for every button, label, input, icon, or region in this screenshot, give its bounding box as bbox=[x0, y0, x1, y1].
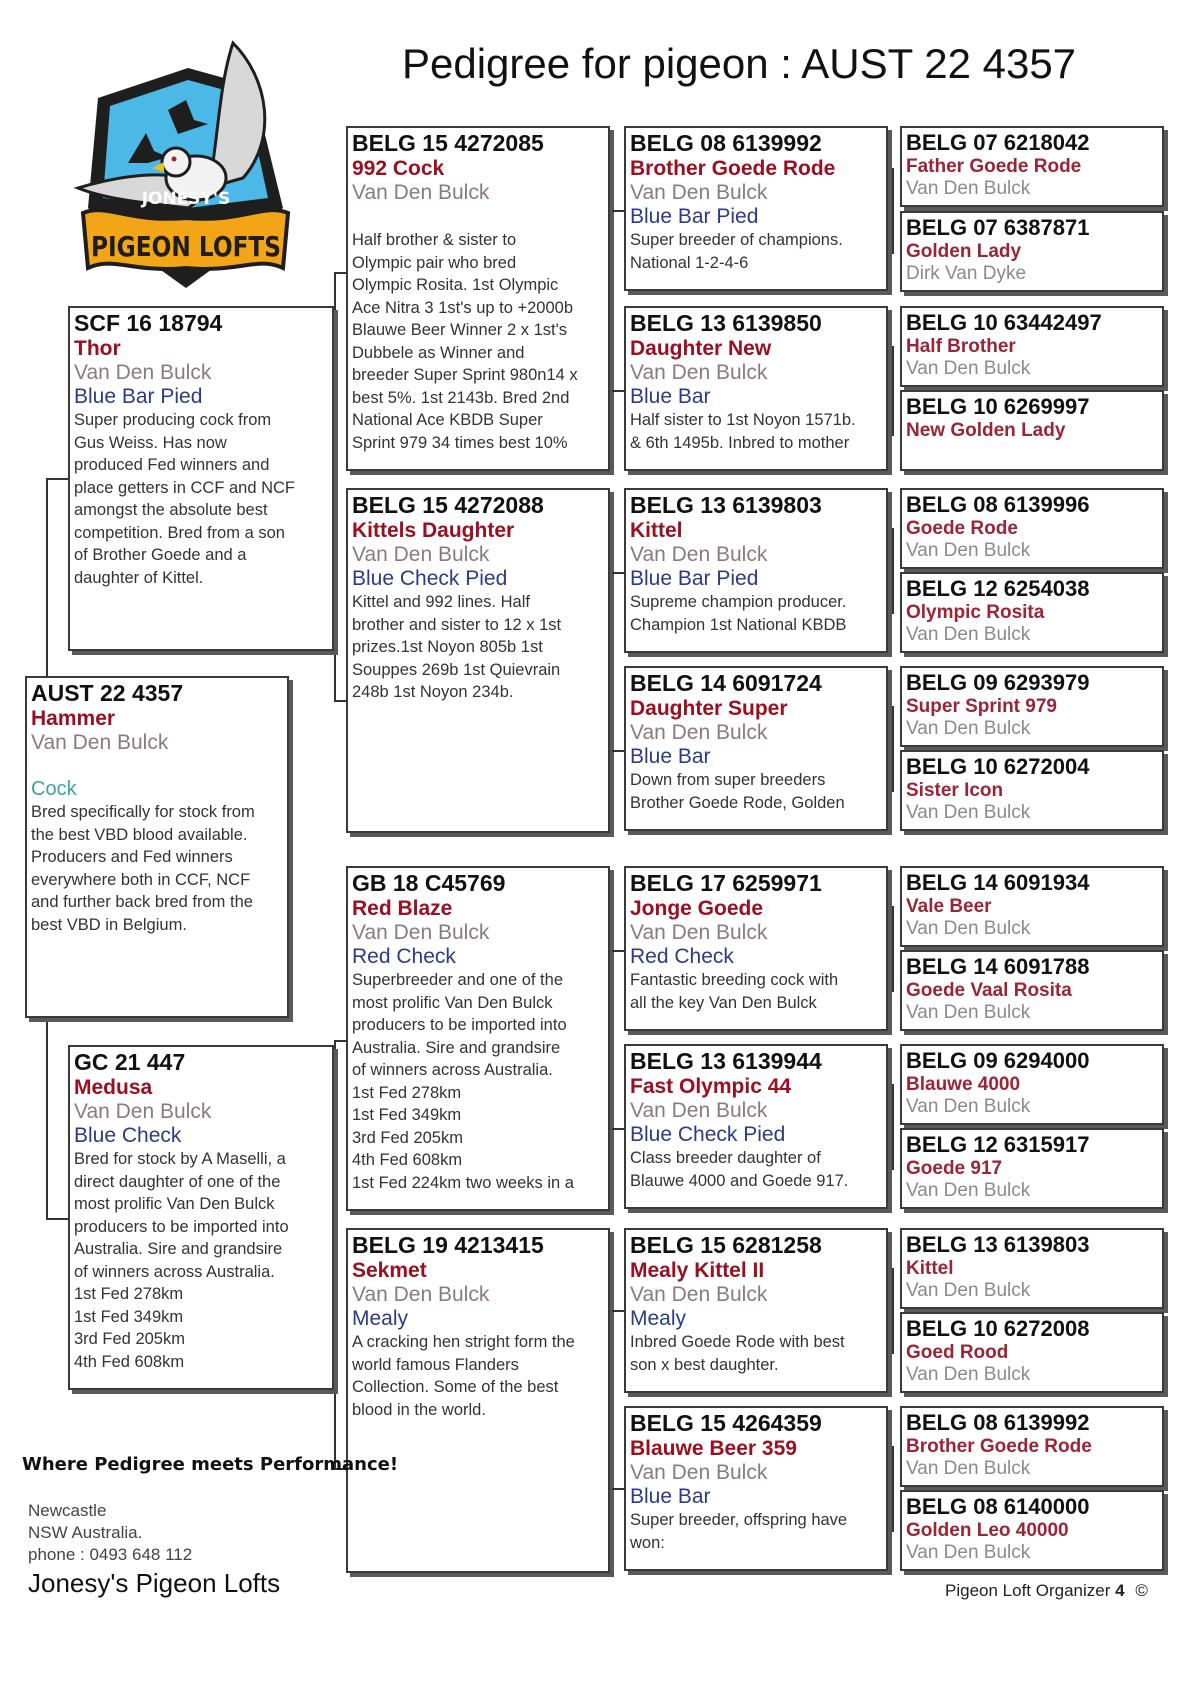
copyright-icon: © bbox=[1135, 1581, 1148, 1600]
great-grandparent-card[interactable] bbox=[624, 1228, 888, 1393]
phone: phone : 0493 648 112 bbox=[28, 1545, 193, 1564]
ring-number: BELG 14 6091724 bbox=[630, 670, 822, 696]
colour: Blue Check Pied bbox=[630, 1123, 786, 1146]
breeder: Van Den Bulck bbox=[906, 1364, 1031, 1385]
notes: A cracking hen stright form the world famous Flanders Collection. Some of the best blood in the world. bbox=[352, 1333, 575, 1419]
great-grandparent-card[interactable] bbox=[624, 866, 888, 1031]
pigeon-name: Jonge Goede bbox=[630, 897, 764, 920]
connector-line bbox=[46, 478, 48, 678]
notes: Down from super breeders Brother Goede Rode, Golden bbox=[630, 771, 845, 812]
breeder: Van Den Bulck bbox=[906, 1180, 1031, 1201]
notes: Class breeder daughter of Blauwe 4000 and Goede 917. bbox=[630, 1149, 849, 1190]
colour: Blue Check Pied bbox=[352, 567, 508, 590]
ring-number: BELG 15 4272088 bbox=[352, 492, 544, 518]
pigeon-name: Red Blaze bbox=[352, 897, 453, 920]
address-line-2: NSW Australia. bbox=[28, 1523, 143, 1542]
grandparent-card[interactable] bbox=[346, 866, 610, 1211]
breeder: Van Den Bulck bbox=[31, 731, 169, 754]
notes: Super breeder, offspring have won: bbox=[630, 1511, 848, 1552]
ring-number: BELG 13 6139803 bbox=[630, 492, 822, 518]
ring-number: BELG 15 4264359 bbox=[630, 1410, 822, 1436]
pigeon-name: Goede Rode bbox=[906, 518, 1018, 539]
ring-number: GC 21 447 bbox=[74, 1049, 186, 1075]
pigeon-name: 992 Cock bbox=[352, 157, 445, 180]
breeder: Van Den Bulck bbox=[74, 361, 212, 384]
pigeon-name: Super Sprint 979 bbox=[906, 696, 1057, 717]
connector-line bbox=[892, 706, 894, 792]
connector-line bbox=[334, 1040, 336, 1470]
great-grandparent-card[interactable] bbox=[624, 1044, 888, 1209]
sire-card[interactable] bbox=[68, 306, 334, 651]
notes: Superbreeder and one of the most prolific Van Den Bulck producers to be imported into Australia. Sire and grandsire of winners across Australia. 1st Fed 278km 1st Fed 349km 3rd Fed 205km 4th Fed 608km 1st Fed 224km two weeks in a bbox=[352, 971, 574, 1192]
tagline: Where Pedigree meets Performance! bbox=[22, 1454, 399, 1475]
breeder: Van Den Bulck bbox=[630, 181, 768, 204]
breeder: Van Den Bulck bbox=[906, 1002, 1031, 1023]
organizer-version: 4 bbox=[1115, 1581, 1125, 1600]
gg-grandparent-card[interactable] bbox=[900, 666, 1164, 747]
breeder: Van Den Bulck bbox=[630, 1461, 768, 1484]
ring-number: BELG 08 6139992 bbox=[906, 1410, 1090, 1435]
logo-top-text: JONESY'S bbox=[141, 189, 231, 209]
connector-line bbox=[892, 168, 894, 254]
pigeon-name: Goede Vaal Rosita bbox=[906, 980, 1072, 1001]
great-grandparent-card[interactable] bbox=[624, 306, 888, 471]
breeder: Van Den Bulck bbox=[352, 1283, 490, 1306]
gg-grandparent-card[interactable] bbox=[900, 1406, 1164, 1487]
ring-number: BELG 08 6139992 bbox=[630, 130, 822, 156]
ring-number: BELG 09 6294000 bbox=[906, 1048, 1090, 1073]
pigeon-name: Brother Goede Rode bbox=[906, 1436, 1092, 1457]
breeder: Van Den Bulck bbox=[906, 1542, 1031, 1563]
pigeon-name: Golden Leo 40000 bbox=[906, 1520, 1069, 1541]
pigeon-name: Sister Icon bbox=[906, 780, 1004, 801]
gg-grandparent-card[interactable] bbox=[900, 866, 1164, 947]
breeder: Van Den Bulck bbox=[906, 802, 1031, 823]
ring-number: BELG 08 6139996 bbox=[906, 492, 1090, 517]
ring-number: BELG 13 6139944 bbox=[630, 1048, 822, 1074]
pigeon-name: Thor bbox=[74, 337, 121, 360]
gg-grandparent-card[interactable] bbox=[900, 1128, 1164, 1209]
gg-grandparent-card[interactable] bbox=[900, 1312, 1164, 1393]
breeder: Van Den Bulck bbox=[906, 1280, 1031, 1301]
pigeon-name: Fast Olympic 44 bbox=[630, 1075, 792, 1098]
ring-number: BELG 13 6139803 bbox=[906, 1232, 1090, 1257]
breeder: Van Den Bulck bbox=[630, 543, 768, 566]
colour: Blue Bar Pied bbox=[74, 385, 203, 408]
breeder: Van Den Bulck bbox=[630, 721, 768, 744]
colour: Blue Bar Pied bbox=[630, 205, 759, 228]
logo bbox=[68, 38, 303, 296]
ring-number: BELG 10 6269997 bbox=[906, 394, 1090, 419]
breeder: Van Den Bulck bbox=[630, 361, 768, 384]
pigeon-name: Daughter Super bbox=[630, 697, 788, 720]
pigeon-name: Brother Goede Rode bbox=[630, 157, 836, 180]
notes: Fantastic breeding cock with all the key Van Den Bulck bbox=[630, 971, 839, 1012]
colour: Mealy bbox=[352, 1307, 409, 1330]
gg-grandparent-card[interactable] bbox=[900, 1490, 1164, 1571]
ring-number: BELG 08 6140000 bbox=[906, 1494, 1090, 1519]
great-grandparent-card[interactable] bbox=[624, 666, 888, 831]
pigeon-name: Goed Rood bbox=[906, 1342, 1009, 1363]
sex: Cock bbox=[31, 778, 77, 800]
ring-number: AUST 22 4357 bbox=[31, 680, 184, 706]
breeder: Van Den Bulck bbox=[630, 1283, 768, 1306]
organizer-credit bbox=[945, 1581, 1148, 1601]
connector-line bbox=[334, 272, 336, 702]
notes: Half brother & sister to Olympic pair who bred Olympic Rosita. 1st Olympic Ace Nitra 3 1st's up to +2000b Blauwe Beer Winner 2 x 1st's Dubbele as Winner and breeder Super Sprint 980n14 x best 5%. 1st 2143b. Bred 2nd National Ace KBDB Super Sprint 979 34 times best 10% bbox=[352, 231, 578, 452]
loft-name: Jonesy's Pigeon Lofts bbox=[28, 1568, 281, 1598]
pigeon-name: New Golden Lady bbox=[906, 420, 1066, 441]
breeder: Van Den Bulck bbox=[630, 1099, 768, 1122]
connector-line bbox=[892, 906, 894, 992]
page-title: Pedigree for pigeon : AUST 22 4357 bbox=[402, 40, 1077, 87]
great-grandparent-card[interactable] bbox=[624, 1406, 888, 1571]
great-grandparent-card[interactable] bbox=[624, 126, 888, 291]
pigeon-name: Daughter New bbox=[630, 337, 772, 360]
gg-grandparent-card[interactable] bbox=[900, 211, 1164, 292]
ring-number: BELG 10 63442497 bbox=[906, 310, 1102, 335]
ring-number: BELG 14 6091934 bbox=[906, 870, 1090, 895]
breeder: Van Den Bulck bbox=[906, 540, 1031, 561]
colour: Red Check bbox=[352, 945, 456, 968]
ring-number: BELG 10 6272004 bbox=[906, 754, 1090, 779]
connector-line bbox=[892, 346, 894, 436]
connector-line bbox=[892, 1268, 894, 1354]
great-grandparent-card[interactable] bbox=[624, 488, 888, 653]
ring-number: BELG 07 6387871 bbox=[906, 215, 1090, 240]
ring-number: BELG 17 6259971 bbox=[630, 870, 822, 896]
ring-number: BELG 15 4272085 bbox=[352, 130, 544, 156]
gg-grandparent-card[interactable] bbox=[900, 126, 1164, 207]
connector-line bbox=[46, 1218, 70, 1220]
notes: Bred for stock by A Maselli, a direct daughter of one of the most prolific Van Den Bulck producers to be imported into Australia. Sire and grandsire of winners across Australia. 1st Fed 278km 1st Fed 349km 3rd Fed 205km 4th Fed 608km bbox=[74, 1150, 289, 1371]
logo-banner-text: PIGEON LOFTS bbox=[91, 230, 281, 263]
pigeon-name: Blauwe Beer 359 bbox=[630, 1437, 797, 1460]
pigeon-name: Kittel bbox=[630, 519, 683, 542]
dam-card[interactable] bbox=[68, 1045, 334, 1390]
ring-number: BELG 12 6254038 bbox=[906, 576, 1090, 601]
pigeon-name: Goede 917 bbox=[906, 1158, 1003, 1179]
notes: Super breeder of champions. National 1-2-4-6 bbox=[630, 231, 843, 272]
breeder: Van Den Bulck bbox=[906, 178, 1031, 199]
colour: Blue Check bbox=[74, 1124, 182, 1147]
colour: Blue Bar bbox=[630, 1485, 711, 1508]
colour: Blue Bar bbox=[630, 385, 711, 408]
ring-number: BELG 12 6315917 bbox=[906, 1132, 1090, 1157]
gg-grandparent-card[interactable] bbox=[900, 488, 1164, 569]
gg-grandparent-card[interactable] bbox=[900, 1044, 1164, 1125]
pigeon-name: Kittel bbox=[906, 1258, 954, 1279]
ring-number: BELG 07 6218042 bbox=[906, 130, 1090, 155]
gg-grandparent-card[interactable] bbox=[900, 950, 1164, 1031]
organizer-label: Pigeon Loft Organizer bbox=[945, 1581, 1111, 1600]
notes: Inbred Goede Rode with best son x best daughter. bbox=[630, 1333, 845, 1374]
ring-number: BELG 19 4213415 bbox=[352, 1232, 544, 1258]
gg-grandparent-card[interactable] bbox=[900, 306, 1164, 387]
colour: Blue Bar Pied bbox=[630, 567, 759, 590]
pigeon-name: Sekmet bbox=[352, 1259, 427, 1282]
subject-card[interactable] bbox=[25, 676, 289, 1018]
notes: Bred specifically for stock from the best VBD blood available. Producers and Fed winners everywhere both in CCF, NCF and further back bred from the best VBD in Belgium. bbox=[31, 803, 255, 934]
breeder: Van Den Bulck bbox=[352, 543, 490, 566]
breeder: Van Den Bulck bbox=[74, 1100, 212, 1123]
pigeon-name: Blauwe 4000 bbox=[906, 1074, 1021, 1095]
ring-number: BELG 13 6139850 bbox=[630, 310, 822, 336]
breeder: Dirk Van Dyke bbox=[906, 263, 1027, 284]
notes: Kittel and 992 lines. Half brother and sister to 12 x 1st prizes.1st Noyon 805b 1st Souppes 269b 1st Quievrain 248b 1st Noyon 234b. bbox=[352, 593, 562, 701]
breeder: Van Den Bulck bbox=[906, 1096, 1031, 1117]
ring-number: BELG 14 6091788 bbox=[906, 954, 1090, 979]
pigeon-name: Half Brother bbox=[906, 336, 1016, 357]
pigeon-name: Father Goede Rode bbox=[906, 156, 1082, 177]
breeder: Van Den Bulck bbox=[352, 181, 490, 204]
connector-line bbox=[892, 528, 894, 614]
gg-grandparent-card[interactable] bbox=[900, 572, 1164, 653]
pigeon-name: Vale Beer bbox=[906, 896, 992, 917]
pigeon-name: Golden Lady bbox=[906, 241, 1022, 262]
breeder: Van Den Bulck bbox=[906, 358, 1031, 379]
grandparent-card[interactable] bbox=[346, 488, 610, 833]
ring-number: BELG 15 6281258 bbox=[630, 1232, 822, 1258]
connector-line bbox=[46, 478, 70, 480]
connector-line bbox=[892, 1084, 894, 1170]
pigeon-name: Olympic Rosita bbox=[906, 602, 1045, 623]
colour: Mealy bbox=[630, 1307, 687, 1330]
breeder: Van Den Bulck bbox=[352, 921, 490, 944]
ring-number: BELG 09 6293979 bbox=[906, 670, 1090, 695]
colour: Red Check bbox=[630, 945, 734, 968]
notes: Supreme champion producer. Champion 1st National KBDB bbox=[630, 593, 847, 634]
connector-line bbox=[892, 1446, 894, 1532]
pigeon-logo-icon bbox=[68, 38, 303, 296]
ring-number: BELG 10 6272008 bbox=[906, 1316, 1090, 1341]
gg-grandparent-card[interactable] bbox=[900, 390, 1164, 471]
connector-line bbox=[46, 1020, 48, 1220]
address-line-1: Newcastle bbox=[28, 1501, 107, 1520]
breeder: Van Den Bulck bbox=[906, 624, 1031, 645]
gg-grandparent-card[interactable] bbox=[900, 750, 1164, 831]
gg-grandparent-card[interactable] bbox=[900, 1228, 1164, 1309]
ring-number: SCF 16 18794 bbox=[74, 310, 223, 336]
colour: Blue Bar bbox=[630, 745, 711, 768]
breeder: Van Den Bulck bbox=[906, 718, 1031, 739]
grandparent-card[interactable] bbox=[346, 1228, 610, 1573]
ring-number: GB 18 C45769 bbox=[352, 870, 506, 896]
grandparent-card[interactable] bbox=[346, 126, 610, 471]
notes: Super producing cock from Gus Weiss. Has now produced Fed winners and place getters in CCF and NCF amongst the absolute best competition. Bred from a son of Brother Goede and a daughter of Kittel. bbox=[74, 411, 296, 587]
breeder: Van Den Bulck bbox=[906, 1458, 1031, 1479]
pigeon-name: Hammer bbox=[31, 707, 116, 730]
breeder: Van Den Bulck bbox=[906, 918, 1031, 939]
pigeon-name: Kittels Daughter bbox=[352, 519, 515, 542]
breeder: Van Den Bulck bbox=[630, 921, 768, 944]
pigeon-name: Medusa bbox=[74, 1076, 153, 1099]
pigeon-name: Mealy Kittel II bbox=[630, 1259, 765, 1282]
notes: Half sister to 1st Noyon 1571b. & 6th 1495b. Inbred to mother bbox=[630, 411, 856, 452]
